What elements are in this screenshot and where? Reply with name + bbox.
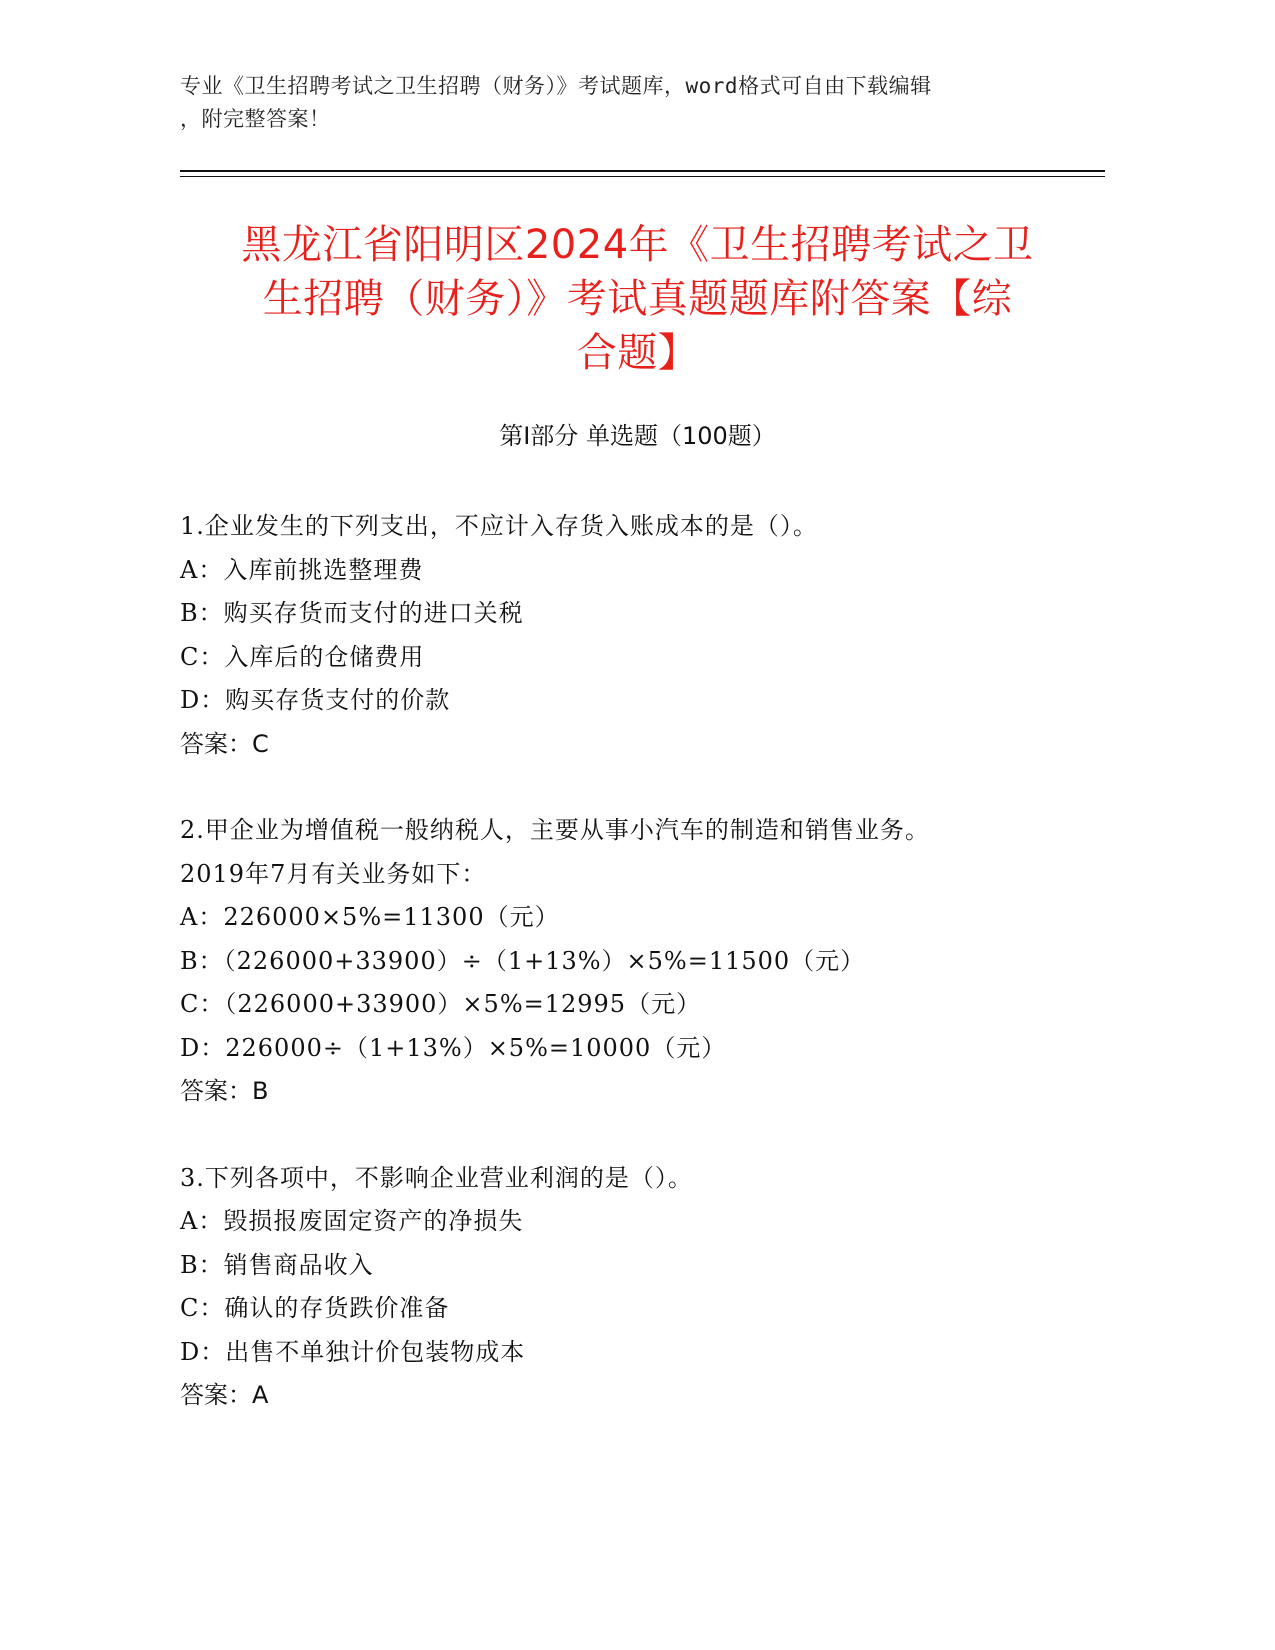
header-note-line2: ，附完整答案！ xyxy=(180,107,331,131)
question-list xyxy=(180,505,1110,1461)
option-c: C：确认的存货跌价准备 xyxy=(180,1294,450,1322)
header-rule-thick xyxy=(180,170,1105,172)
option-b: B：购买存货而支付的进口关税 xyxy=(180,599,524,627)
document-title xyxy=(150,218,1125,380)
question-stem: 2.甲企业为增值税一般纳税人，主要从事小汽车的制造和销售业务。 xyxy=(180,816,930,844)
title-line1: 黑龙江省阳明区2024年《卫生招聘考试之卫 xyxy=(241,222,1034,268)
option-c: C：（226000+33900）×5%=12995（元） xyxy=(180,990,702,1018)
option-d: D：购买存货支付的价款 xyxy=(180,686,451,714)
answer-label: 答案：A xyxy=(180,1381,269,1409)
answer-label: 答案：B xyxy=(180,1077,269,1105)
option-b: B：销售商品收入 xyxy=(180,1250,374,1279)
title-line2: 生招聘（财务）》考试真题题库附答案【综 xyxy=(262,276,1013,322)
section-heading: 第Ⅰ部分 单选题（100题） xyxy=(499,422,776,450)
header-note xyxy=(180,70,1030,136)
option-a: A：226000×5%=11300（元） xyxy=(180,903,560,931)
option-b: B：（226000+33900）÷（1+13%）×5%=11500（元） xyxy=(180,946,866,975)
title-line3: 合题】 xyxy=(576,330,699,376)
answer-label: 答案：C xyxy=(180,729,269,758)
option-a: A：毁损报废固定资产的净损失 xyxy=(180,1207,524,1235)
question-stem: 1.企业发生的下列支出，不应计入存货入账成本的是（）。 xyxy=(180,512,818,540)
question-2 xyxy=(180,809,1110,1114)
header-rule-thin xyxy=(180,176,1105,177)
question-3 xyxy=(180,1157,1110,1418)
question-1 xyxy=(180,505,1110,766)
header-note-line1: 专业《卫生招聘考试之卫生招聘（财务）》考试题库，word格式可自由下载编辑 xyxy=(180,74,932,98)
option-d: D：226000÷（1+13%）×5%=10000（元） xyxy=(180,1033,727,1062)
option-a: A：入库前挑选整理费 xyxy=(180,555,424,584)
option-d: D：出售不单独计价包装物成本 xyxy=(180,1337,526,1366)
question-stem: 3.下列各项中，不影响企业营业利润的是（）。 xyxy=(180,1163,693,1192)
option-c: C：入库后的仓储费用 xyxy=(180,642,425,671)
question-stem-continued: 2019年7月有关业务如下： xyxy=(180,859,487,888)
